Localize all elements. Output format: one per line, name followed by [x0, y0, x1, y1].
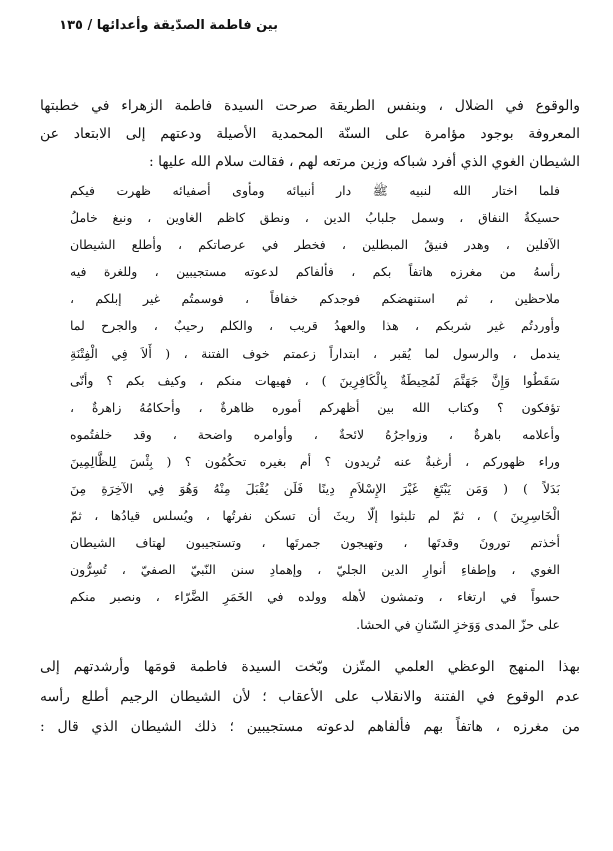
quote-line: أخذتم تورونَ وقدتَها ، وتهيجون جمرتَها ، وتستجيبون لهتاف الشيطان — [70, 535, 560, 551]
quote-line: رأسهُ من مغرزه هاتفاً بكم ، فألفاكم لدعوته مستجيبين ، وللغرة فيه — [70, 264, 560, 280]
quote-line: الغوي ، وإطفاءِ أنوارِ الدين الجليّ ، وإهمادِ سنن النّبيّ الصفيّ ، تُسِرُّون — [70, 562, 560, 578]
text-line: والوقوع في الضلال ، وبنفس الطريقة صرحت السيدة فاطمة الزهراء في خطبتها — [40, 98, 580, 114]
quote-line: يندمل ، والرسول لما يُقبر ، ابتداراً زعمتم خوف الفتنة ، ( أَلاَ فِي الْفِتْنَةِ — [70, 345, 560, 361]
text-line: بهذا المنهج الوعظي العلمي المتّزن وبّخت السيدة فاطمة قومَها وأرشدتهم إلى — [40, 659, 580, 675]
quote-line: فلما اختار الله لنبيه ﷺ دار أنبيائه ومأوى أصفيائه ظهرت فيكم — [70, 183, 560, 198]
running-header — [38, 16, 278, 36]
text-line: الشيطان الغوي الذي أفرد شباكه وزين مرتعه لهم ، فقالت سلام الله عليها : — [148, 154, 580, 170]
quote-line: وأعلامه باهرةٌ ، وزواجرُهُ لائحةٌ ، وأوامره واضحة ، وقد خلفتُموه — [70, 426, 560, 442]
sermon-quote-block — [70, 177, 560, 638]
text-line: عدم الوقوع في الفتنة والانقلاب على الأعقاب ؛ لأن الشيطان الرجيم أطلع رأسه — [40, 689, 580, 705]
quote-line: سَقَطُوا وَإِنَّ جَهَنَّمَ لَمُحِيطَةٌ بِالْكَافِرِينَ ) ، فهيهات منكم ، وكيف بكم ؟ وأنّى — [70, 372, 560, 388]
quote-line: وأوردتُم غير شربكم ، هذا والعهدُ قريب ، والكلم رحيبٌ ، والجرح لما — [70, 318, 560, 334]
quote-line: ملاحظين ، ثم استنهضكم فوجدكم خفافاً ، فوسمتُم غير إبلكم ، — [70, 291, 560, 307]
quote-line: وراء ظهوركم ، أرغبةٌ عنه تُريدون ؟ أم بغيره تحكُمُون ؟ ( بِئْسَ لِلظَّالِمِينَ — [70, 453, 560, 469]
quote-line: حسواً في ارتغاء ، وتمشون لأهله وولده في الخَمَرِ الضَّرّاء ، ونصبر منكم — [70, 589, 560, 605]
quote-line: بَدَلاً ) ( وَمَن يَبْتَغِ غَيْرَ الإِسْلاَمِ دِينًا فَلَن يُقْبَلَ مِنْهُ وَهُوَ فِي الآخِرَةِ مِنَ — [70, 481, 560, 497]
conclusion-paragraph — [40, 652, 580, 742]
text-line: من مغرزه ، هاتفاً بهم فألفاهم لدعوته مستجيبين ؛ ذلك الشيطان الذي قال : — [40, 719, 580, 735]
intro-paragraph — [40, 92, 580, 176]
quote-line: على حزّ المدى وَوَخزِ السّنانِ في الحشا. — [356, 616, 560, 632]
quote-line: تؤفكون ؟ وكتاب الله بين أظهركم أموره ظاهرةٌ ، وأحكامُهُ زاهرةٌ ، — [70, 399, 560, 415]
running-header-text: بين فاطمة الصدّيقة وأعدائها / ١٣٥ — [59, 18, 278, 33]
quote-line: الآفلين ، وهدر فنيقُ المبطلين ، فخطر في عرصاتكم ، وأطلع الشيطان — [70, 237, 560, 253]
text-line: المعروفة بوجود مؤامرة على السنّة المحمدية الأصيلة ودعتهم إلى الابتعاد عن — [40, 126, 580, 142]
quote-line: حسيكةُ النفاق ، وسمل جلبابُ الدين ، ونطق كاظم الغاوين ، ونبغ خاملُ — [70, 210, 560, 226]
quote-line: الْخَاسِرِينَ ) ، ثمّ لم تلبثوا إلّا ريثَ أن تسكن نفرتُها ، ويُسلس قيادُها ، ثمّ — [70, 508, 560, 524]
